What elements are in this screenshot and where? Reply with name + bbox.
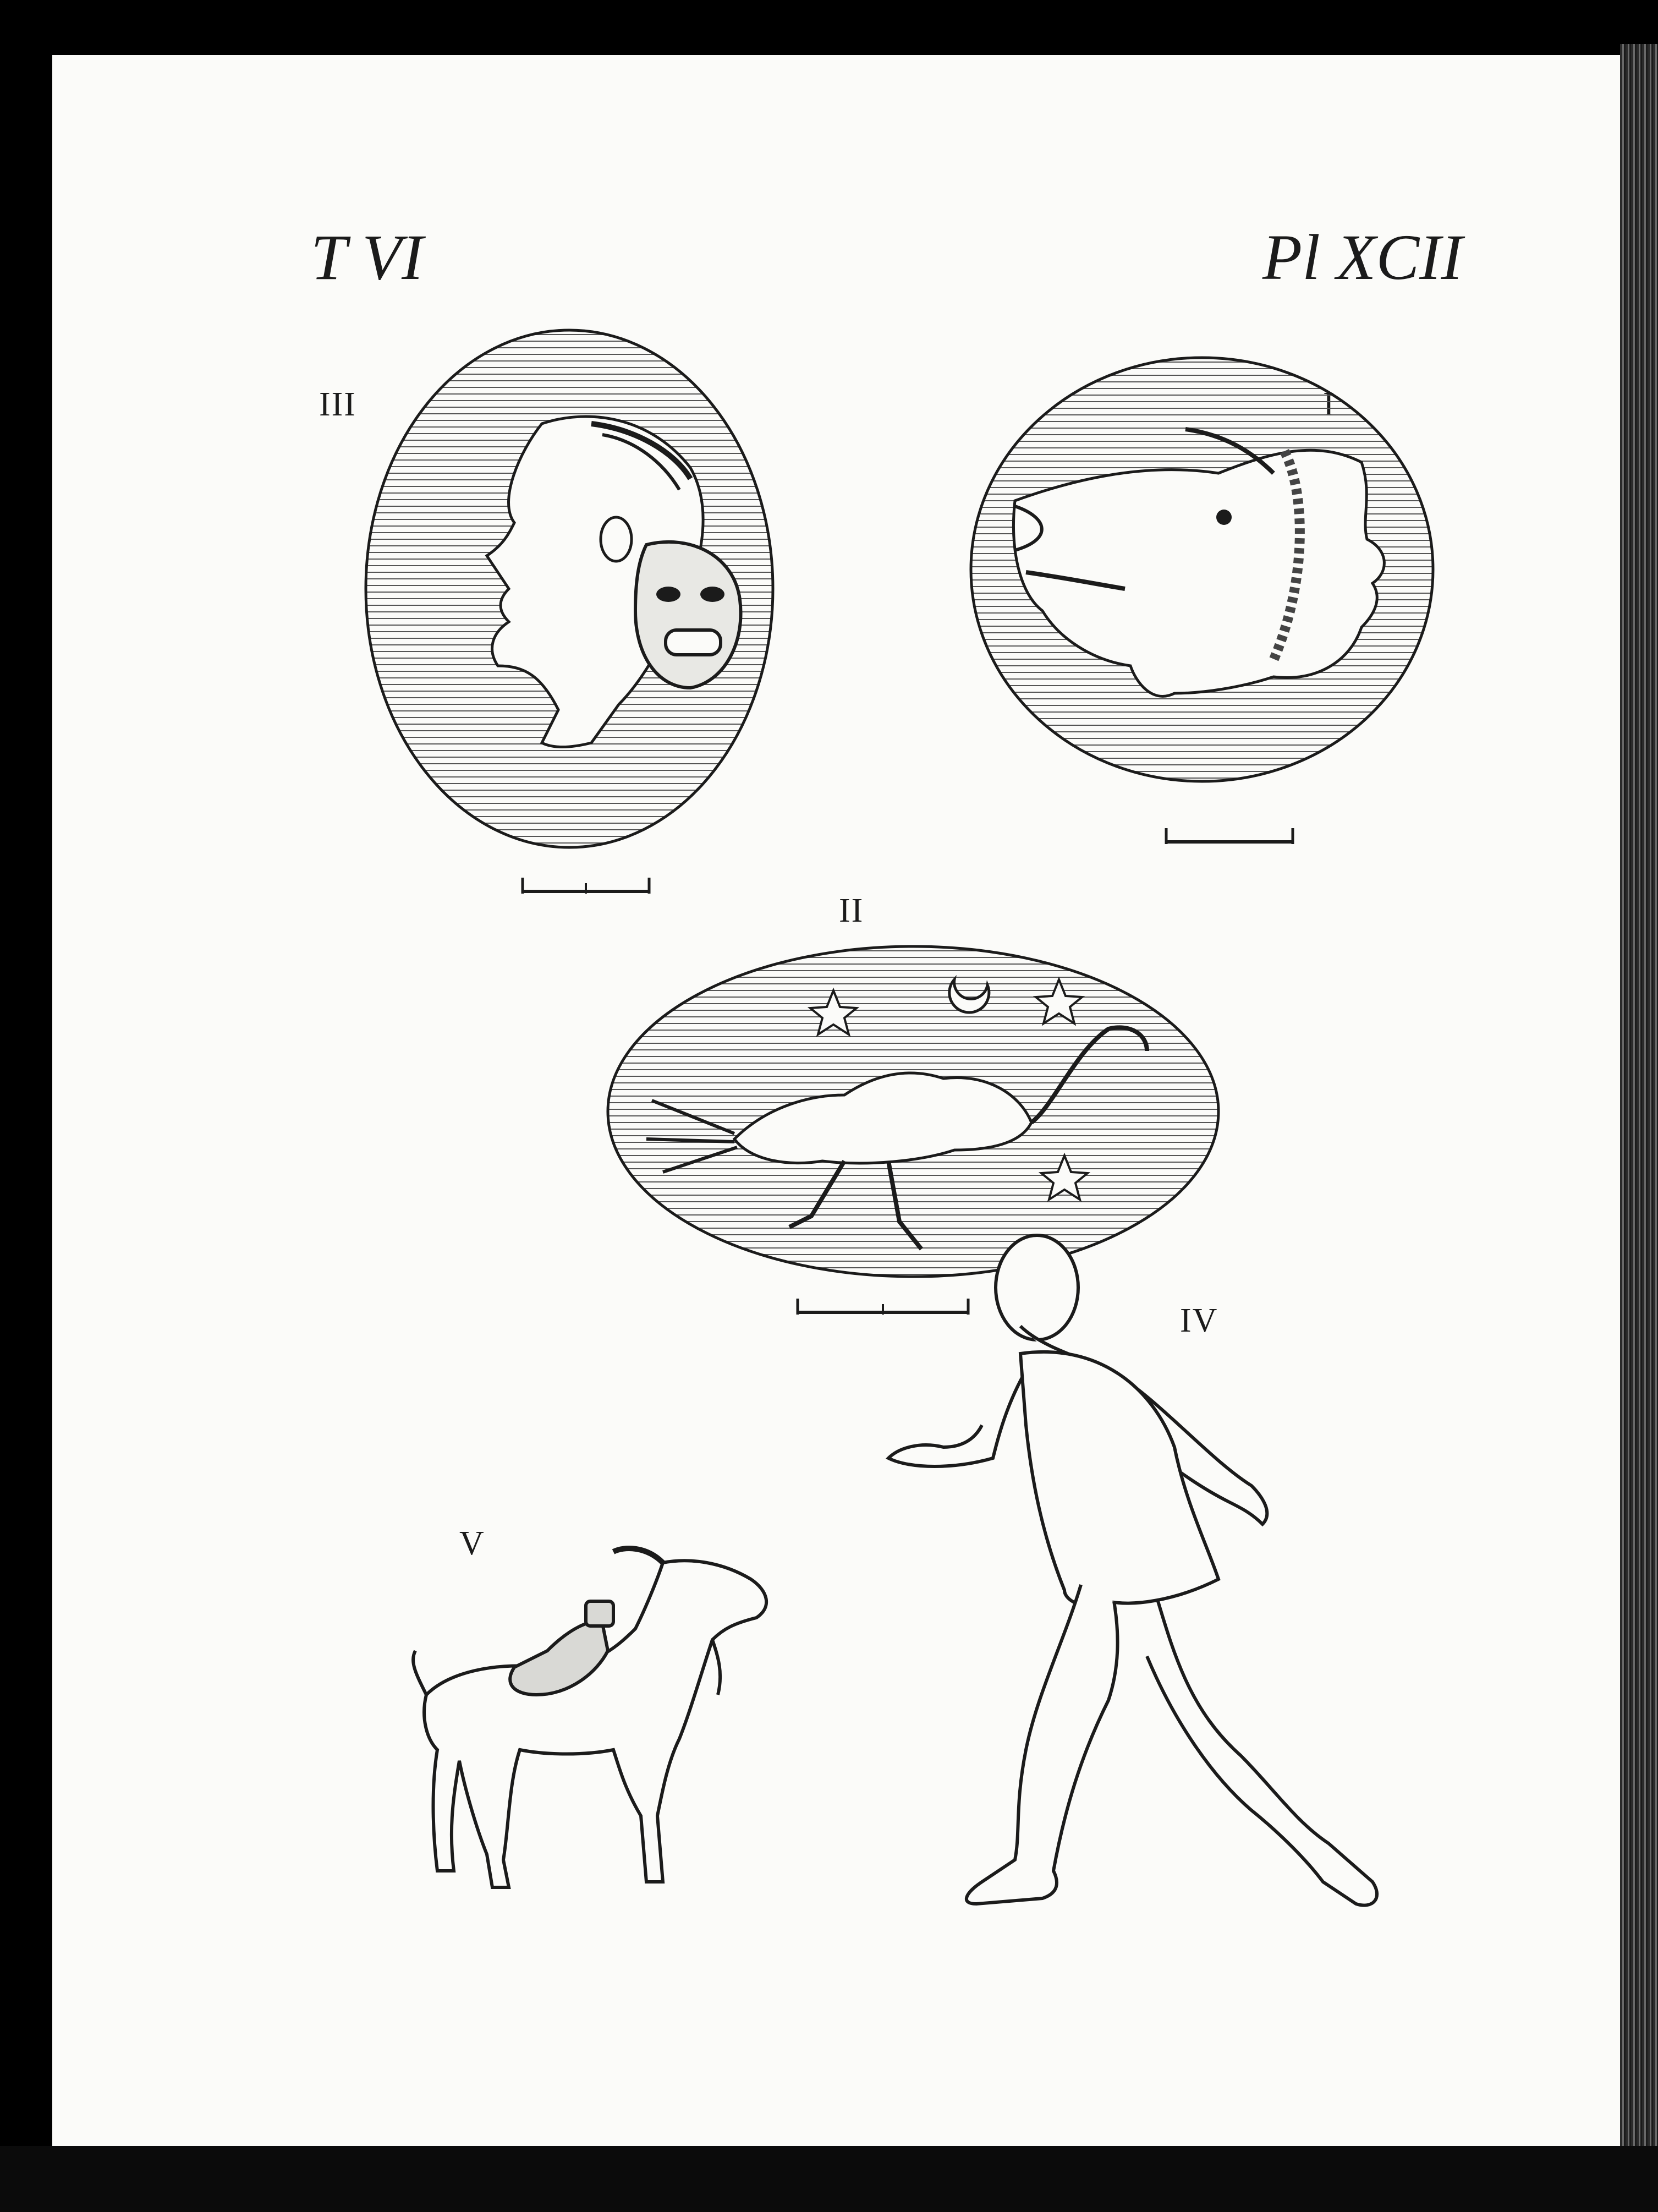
scan-border: [0, 2146, 1658, 2212]
scale-bar-i: [1163, 825, 1295, 847]
book-fore-edge: [1620, 44, 1658, 2190]
gem-i-engraving: [965, 352, 1439, 787]
numeral-iv: IV: [1180, 1302, 1218, 1339]
statuette-iv-engraving: [899, 1227, 1472, 1931]
theatre-mask-icon: [635, 542, 741, 688]
goat-v-engraving: [404, 1530, 789, 1904]
plate-label: Pl XCII: [1262, 221, 1463, 293]
book-page: [52, 55, 1620, 2146]
goat-icon: [413, 1548, 766, 1887]
engraved-plate: [52, 55, 1620, 2146]
dancer-figure-icon: [888, 1235, 1377, 1906]
tome-label: T VI: [311, 221, 424, 293]
gem-iii-engraving: [360, 325, 778, 853]
numeral-v: V: [459, 1525, 485, 1562]
scale-bar-iii: [520, 875, 652, 897]
numeral-ii: II: [839, 892, 864, 929]
numeral-iii: III: [319, 386, 356, 423]
